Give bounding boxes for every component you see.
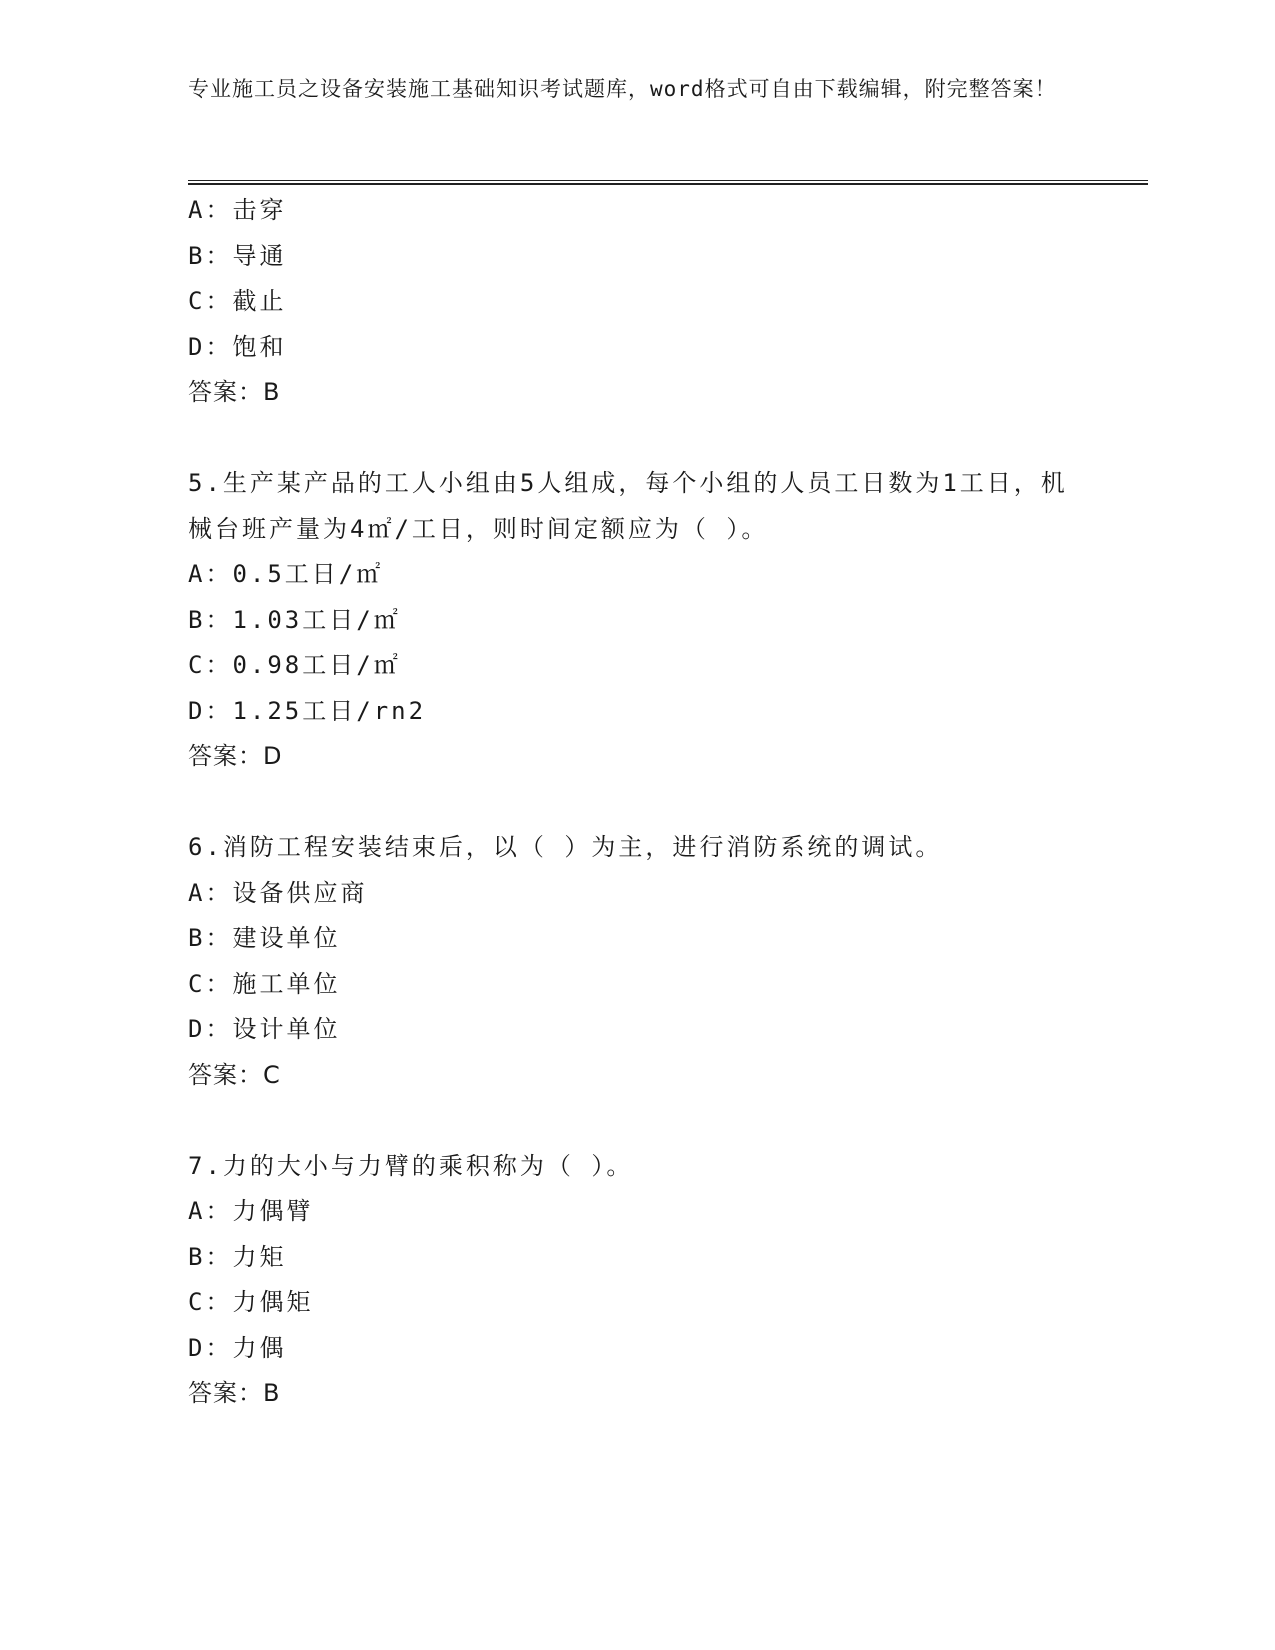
- question-block: [188, 188, 1068, 416]
- option-a: A：击穿: [188, 196, 287, 224]
- option-b: B：导通: [188, 241, 287, 270]
- option-d: D：饱和: [188, 332, 287, 361]
- block-spacer: [188, 416, 1068, 462]
- option-c: C：0.98工日/㎡: [188, 651, 401, 679]
- option-d: D：力偶: [188, 1333, 287, 1362]
- answer: 答案：B: [188, 378, 281, 406]
- question-list: [188, 188, 1068, 1417]
- option-d: D：1.25工日/rn2: [188, 696, 427, 725]
- option-b: B：力矩: [188, 1242, 287, 1271]
- option-b: B：1.03工日/㎡: [188, 605, 401, 634]
- option-c: C：截止: [188, 287, 287, 315]
- block-spacer: [188, 780, 1068, 826]
- option-c: C：力偶矩: [188, 1288, 314, 1316]
- option-c: C：施工单位: [188, 969, 341, 998]
- option-a: A：设备供应商: [188, 878, 368, 907]
- question-block: [188, 825, 1068, 1098]
- question-text: 5.生产某产品的工人小组由5人组成，每个小组的人员工日数为1工日，机械台班产量为4㎡/工日，则时间定额应为（ ）。: [188, 469, 1068, 543]
- question-text: 7.力的大小与力臂的乘积称为（ ）。: [188, 1151, 634, 1180]
- answer: 答案：D: [188, 742, 283, 770]
- answer: 答案：C: [188, 1060, 281, 1089]
- header-divider: [188, 180, 1148, 185]
- question-text: 6.消防工程安装结束后，以（ ）为主，进行消防系统的调试。: [188, 833, 943, 861]
- option-a: A：力偶臂: [188, 1197, 314, 1225]
- answer: 答案：B: [188, 1379, 281, 1407]
- option-b: B：建设单位: [188, 924, 341, 952]
- option-d: D：设计单位: [188, 1015, 341, 1043]
- question-block: [188, 461, 1068, 780]
- question-block: [188, 1144, 1068, 1417]
- block-spacer: [188, 1098, 1068, 1144]
- option-a: A：0.5工日/㎡: [188, 560, 384, 588]
- document-header: 专业施工员之设备安装施工基础知识考试题库，word格式可自由下载编辑，附完整答案！: [188, 77, 1057, 101]
